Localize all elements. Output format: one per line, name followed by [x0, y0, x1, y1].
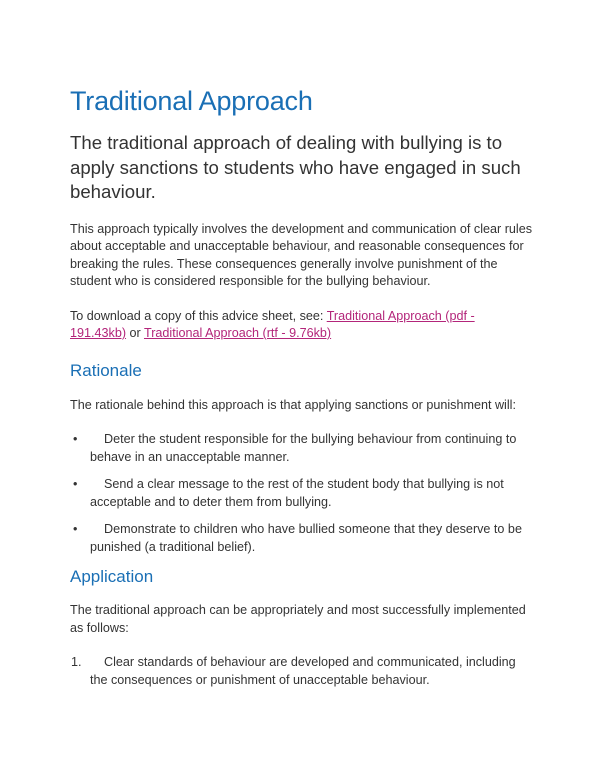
list-item [70, 521, 532, 556]
bullet-icon: • [73, 432, 78, 446]
bullet-icon: • [73, 477, 78, 491]
list-item-text: Deter the student responsible for the bullying behaviour from continuing to behave in an unacceptable manner. [90, 432, 517, 464]
page-title: Traditional Approach [70, 86, 313, 116]
bullet-icon: • [73, 522, 78, 536]
rationale-list [70, 431, 532, 556]
download-paragraph [70, 308, 532, 343]
list-item-text: Clear standards of behaviour are developed and communicated, including the consequences or punishment of unacceptable behaviour. [90, 655, 516, 687]
application-heading: Application [70, 567, 154, 586]
rtf-download-link[interactable]: Traditional Approach (rtf - 9.76kb) [143, 326, 332, 340]
intro-paragraph: This approach typically involves the development and communication of clear rules about acceptable and unacceptable behaviour, and reasonable consequences for breaking the rules. These consequences generally involve punishment of the student who is considered responsible for the bullying behaviour. [70, 221, 533, 288]
list-item [70, 431, 532, 466]
list-item-text: Demonstrate to children who have bullied someone that they deserve to be punished (a traditional belief). [90, 522, 522, 554]
rationale-heading: Rationale [70, 360, 142, 380]
rationale-intro: The rationale behind this approach is that applying sanctions or punishment will: [70, 397, 516, 412]
list-number: 1. [71, 655, 82, 669]
list-item [70, 476, 532, 511]
download-prefix: To download a copy of this advice sheet, see: [70, 308, 327, 323]
download-connector: or [126, 326, 144, 340]
lead-paragraph: The traditional approach of dealing with bullying is to apply sanctions to students who have engaged in such behaviour. [70, 132, 521, 202]
document-page [70, 84, 532, 689]
list-item-text: Send a clear message to the rest of the student body that bullying is not acceptable and to deter them from bullying. [90, 477, 504, 509]
pdf-download-link[interactable]: Traditional Approach (pdf - 191.43kb) [70, 308, 475, 340]
list-item [70, 654, 532, 689]
application-intro: The traditional approach can be appropriately and most successfully implemented as follows: [70, 603, 526, 635]
application-list [70, 654, 532, 689]
